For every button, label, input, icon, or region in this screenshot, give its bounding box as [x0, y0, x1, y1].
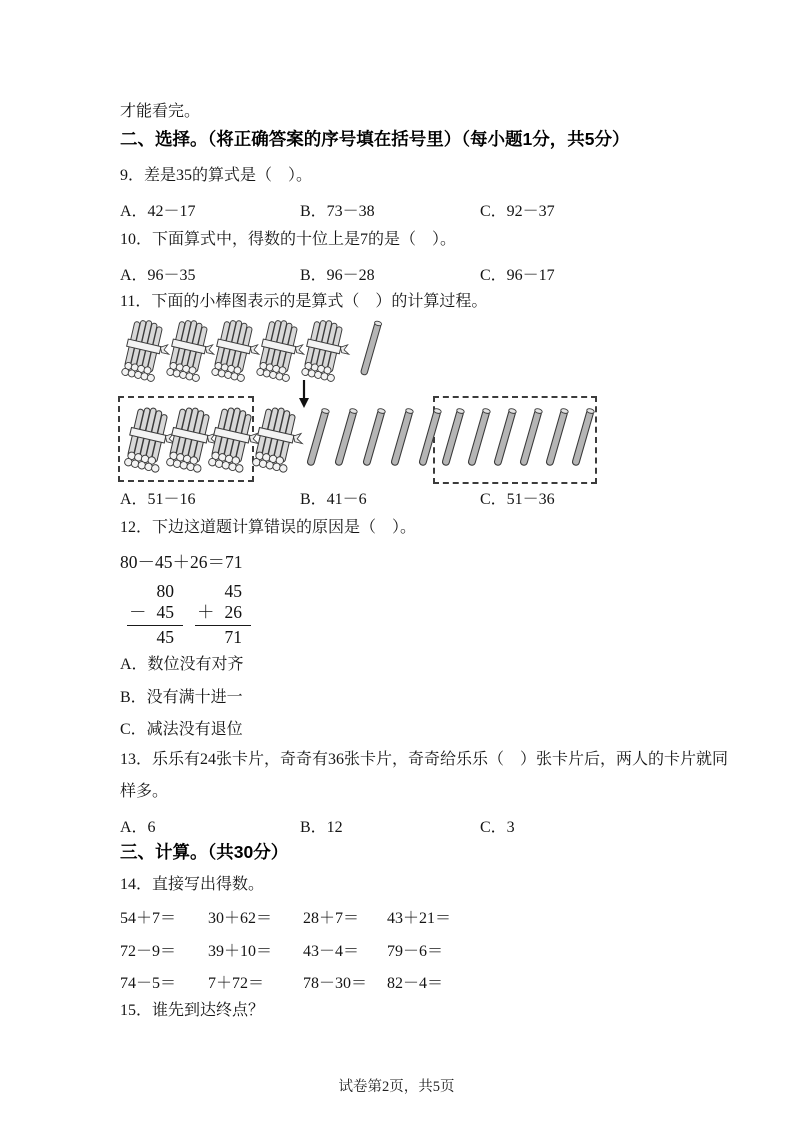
column-operand: 45 — [156, 602, 174, 622]
column-top-number: 45 — [224, 581, 242, 601]
q12-column-addition — [195, 581, 251, 648]
column-result: 71 — [224, 627, 242, 647]
q14-text: 14．直接写出得数。 — [120, 876, 265, 893]
q10-options — [120, 262, 680, 284]
q10-text: 10．下面算式中，得数的十位上是7的是（ ）。 — [120, 231, 457, 248]
calc-expression: 43－4＝ — [303, 943, 360, 960]
calc-expression: 78－30＝ — [303, 975, 368, 992]
q9-options — [120, 198, 680, 220]
q9-option-a: A．42－17 — [120, 203, 196, 220]
q12-column-subtraction — [127, 581, 183, 648]
section2-heading: 二、选择。（将正确答案的序号填在括号里）（每小题1分，共5分） — [120, 129, 630, 149]
single-stick — [308, 403, 328, 473]
q9-option-c: C．92－37 — [480, 203, 555, 220]
calc-expression: 43＋21＝ — [387, 910, 452, 927]
calc-expression: 30＋62＝ — [208, 910, 273, 927]
section3-heading: 三、计算。（共30分） — [120, 842, 289, 862]
stick-bundle — [305, 318, 341, 382]
q12-option-b: B．没有满十进一 — [120, 689, 243, 706]
stick-bundle — [170, 318, 206, 382]
q14-row-2 — [120, 938, 600, 960]
stick-bundle — [212, 404, 250, 474]
q13-option-c: C．3 — [480, 819, 515, 836]
single-stick — [336, 403, 356, 473]
plus-sign: ＋ — [197, 602, 215, 622]
q12-option-a: A．数位没有对齐 — [120, 656, 244, 673]
single-stick — [420, 403, 440, 473]
column-operand: 26 — [224, 602, 242, 622]
stick-bundle — [256, 404, 294, 474]
dashed-box-bundles — [118, 396, 254, 482]
stick-bundle — [215, 318, 251, 382]
sticks-bottom-row — [118, 396, 598, 484]
q11-option-c: C．51－36 — [480, 491, 555, 508]
q9-text: 9．差是35的算式是（ ）。 — [120, 167, 313, 184]
calc-expression: 7＋72＝ — [208, 975, 265, 992]
question8-tail-text: 才能看完。 — [120, 103, 201, 120]
q10-option-a: A．96－35 — [120, 267, 196, 284]
stick-bundle — [260, 318, 296, 382]
calc-expression: 28＋7＝ — [303, 910, 360, 927]
q11-option-a: A．51－16 — [120, 491, 196, 508]
dashed-box-singles — [433, 396, 597, 484]
single-stick — [443, 403, 463, 473]
column-result: 45 — [156, 627, 174, 647]
q11-option-b: B．41－6 — [300, 491, 367, 508]
minus-sign: － — [129, 602, 147, 622]
q13-option-b: B．12 — [300, 819, 343, 836]
calc-expression: 72－9＝ — [120, 943, 177, 960]
calc-expression: 79－6＝ — [387, 943, 444, 960]
column-top-number: 80 — [156, 581, 174, 601]
q15-text: 15．谁先到达终点？ — [120, 1002, 265, 1019]
single-stick — [521, 403, 541, 473]
q11-text: 11．下面的小棒图表示的是算式（ ）的计算过程。 — [120, 293, 488, 310]
column-operator-row — [195, 602, 251, 626]
q14-row-3 — [120, 970, 600, 992]
q13-option-a: A．6 — [120, 819, 156, 836]
calc-expression: 54＋7＝ — [120, 910, 177, 927]
sticks-top-row — [125, 316, 525, 386]
single-stick — [364, 403, 384, 473]
stick-bundle — [128, 404, 166, 474]
single-stick — [392, 403, 412, 473]
page-footer: 试卷第2页，共5页 — [338, 1079, 455, 1095]
down-arrow-icon — [296, 380, 312, 413]
single-stick — [361, 318, 381, 380]
single-stick — [573, 403, 593, 473]
q10-option-b: B．96－28 — [300, 267, 375, 284]
single-stick — [495, 403, 515, 473]
calc-expression: 74－5＝ — [120, 975, 177, 992]
q13-text-line2: 样多。 — [120, 783, 169, 800]
q13-options — [120, 814, 680, 836]
single-stick — [547, 403, 567, 473]
single-stick — [469, 403, 489, 473]
q12-option-c: C．减法没有退位 — [120, 721, 243, 738]
column-operator-row — [127, 602, 183, 626]
q12-expression: 80－45＋26＝71 — [120, 552, 243, 572]
stick-bundle — [125, 318, 161, 382]
stick-bundle — [170, 404, 208, 474]
q14-row-1 — [120, 905, 600, 927]
q12-text: 12．下边这道题计算错误的原因是（ ）。 — [120, 519, 417, 536]
q11-options — [120, 486, 680, 508]
calc-expression: 39＋10＝ — [208, 943, 273, 960]
q13-text-line1: 13．乐乐有24张卡片，奇奇有36张卡片，奇奇给乐乐（ ）张卡片后，两人的卡片就同 — [120, 751, 729, 768]
q10-option-c: C．96－17 — [480, 267, 555, 284]
q9-option-b: B．73－38 — [300, 203, 375, 220]
calc-expression: 82－4＝ — [387, 975, 444, 992]
